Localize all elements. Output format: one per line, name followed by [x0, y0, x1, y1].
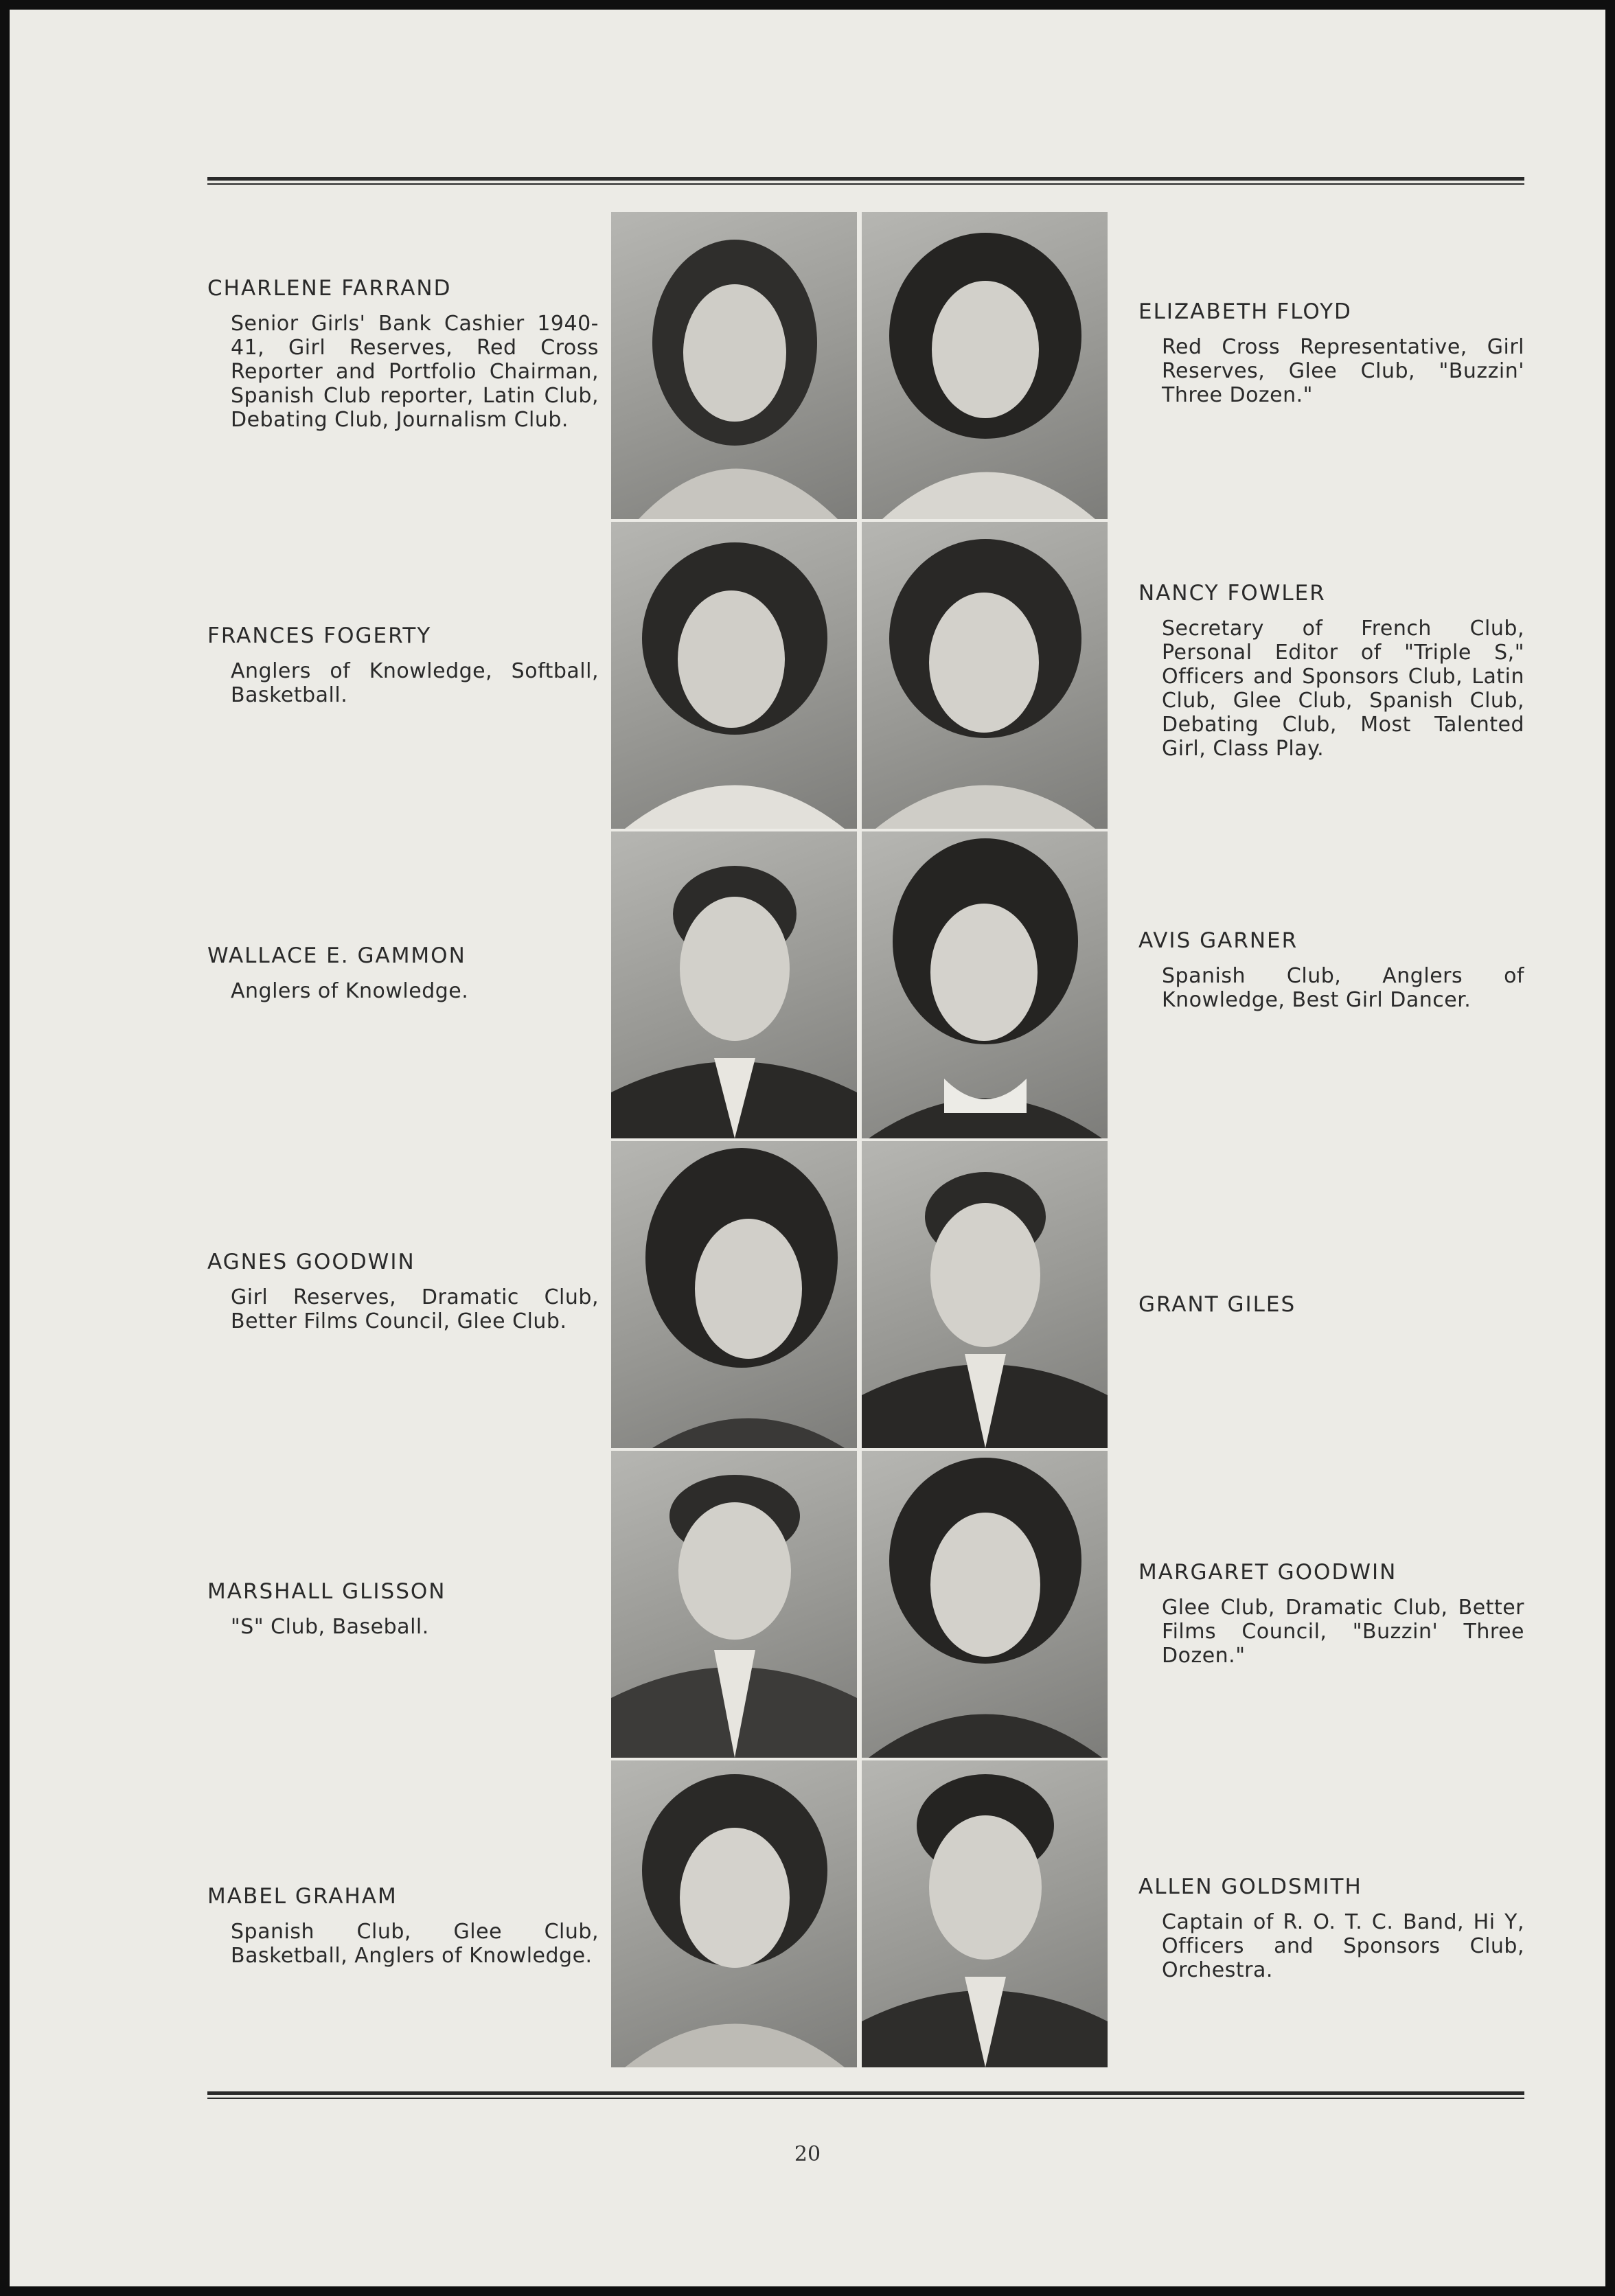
- entry-wallace-gammon: [207, 943, 599, 1003]
- entry-agnes-goodwin: [207, 1250, 599, 1333]
- portrait-photo-elizabeth-floyd: [862, 212, 1108, 519]
- student-activities: Spanish Club, Anglers of Knowledge, Best Girl Dancer.: [1162, 964, 1524, 1012]
- student-name: MARGARET GOODWIN: [1138, 1560, 1397, 1585]
- student-activities: Anglers of Knowledge, Softball, Basketball.: [231, 659, 599, 707]
- portrait-photo-frances-fogerty: [611, 522, 857, 829]
- student-activities: Secretary of French Club, Personal Editor of "Triple S," Officers and Sponsors Club, Latin Club, Glee Club, Spanish Club, Debating Club, Most Talented Girl, Class Play.: [1162, 617, 1524, 761]
- student-name: FRANCES FOGERTY: [207, 623, 432, 648]
- entry-grant-giles: [1138, 1292, 1524, 1317]
- student-activities: Glee Club, Dramatic Club, Better Films Council, "Buzzin' Three Dozen.": [1162, 1596, 1524, 1668]
- student-name: WALLACE E. GAMMON: [207, 943, 466, 968]
- yearbook-page: [10, 10, 1605, 2286]
- student-activities: Girl Reserves, Dramatic Club, Better Films Council, Glee Club.: [231, 1285, 599, 1333]
- entry-margaret-goodwin: [1138, 1560, 1524, 1668]
- portrait-photo-nancy-fowler: [862, 522, 1108, 829]
- top-double-rule: [207, 177, 1524, 185]
- student-activities: Senior Girls' Bank Cashier 1940-41, Girl Reserves, Red Cross Reporter and Portfolio Chairman, Spanish Club reporter, Latin Club, Debating Club, Journalism Club.: [231, 312, 599, 432]
- portrait-photo-agnes-goodwin: [611, 1141, 857, 1448]
- entry-mabel-graham: [207, 1884, 599, 1968]
- student-activities: Spanish Club, Glee Club, Basketball, Anglers of Knowledge.: [231, 1920, 599, 1968]
- portrait-photo-avis-garner: [862, 831, 1108, 1138]
- entry-frances-fogerty: [207, 623, 599, 707]
- student-name: CHARLENE FARRAND: [207, 276, 452, 301]
- student-activities: "S" Club, Baseball.: [231, 1615, 429, 1639]
- student-activities: Captain of R. O. T. C. Band, Hi Y, Officers and Sponsors Club, Orchestra.: [1162, 1910, 1524, 1982]
- portrait-photo-charlene-farrand: [611, 212, 857, 519]
- bottom-double-rule: [207, 2091, 1524, 2099]
- entry-charlene-farrand: [207, 276, 599, 432]
- entry-allen-goldsmith: [1138, 1874, 1524, 1982]
- student-name: ELIZABETH FLOYD: [1138, 299, 1352, 324]
- portrait-photo-mabel-graham: [611, 1760, 857, 2067]
- student-name: AGNES GOODWIN: [207, 1250, 415, 1274]
- entry-marshall-glisson: [207, 1579, 599, 1639]
- entry-nancy-fowler: [1138, 581, 1524, 761]
- student-activities: Anglers of Knowledge.: [231, 979, 469, 1003]
- entry-avis-garner: [1138, 928, 1524, 1012]
- portrait-photo-margaret-goodwin: [862, 1451, 1108, 1758]
- portrait-photo-wallace-gammon: [611, 831, 857, 1138]
- student-activities: Red Cross Representative, Girl Reserves, Glee Club, "Buzzin' Three Dozen.": [1162, 335, 1524, 407]
- student-name: MARSHALL GLISSON: [207, 1579, 446, 1604]
- student-name: MABEL GRAHAM: [207, 1884, 398, 1909]
- entry-elizabeth-floyd: [1138, 299, 1524, 407]
- portrait-photo-grant-giles: [862, 1141, 1108, 1448]
- student-name: GRANT GILES: [1138, 1292, 1296, 1317]
- student-name: NANCY FOWLER: [1138, 581, 1326, 606]
- student-name: ALLEN GOLDSMITH: [1138, 1874, 1362, 1899]
- portrait-photo-marshall-glisson: [611, 1451, 857, 1758]
- student-name: AVIS GARNER: [1138, 928, 1298, 953]
- page-number: 20: [794, 2142, 821, 2166]
- portrait-photo-allen-goldsmith: [862, 1760, 1108, 2067]
